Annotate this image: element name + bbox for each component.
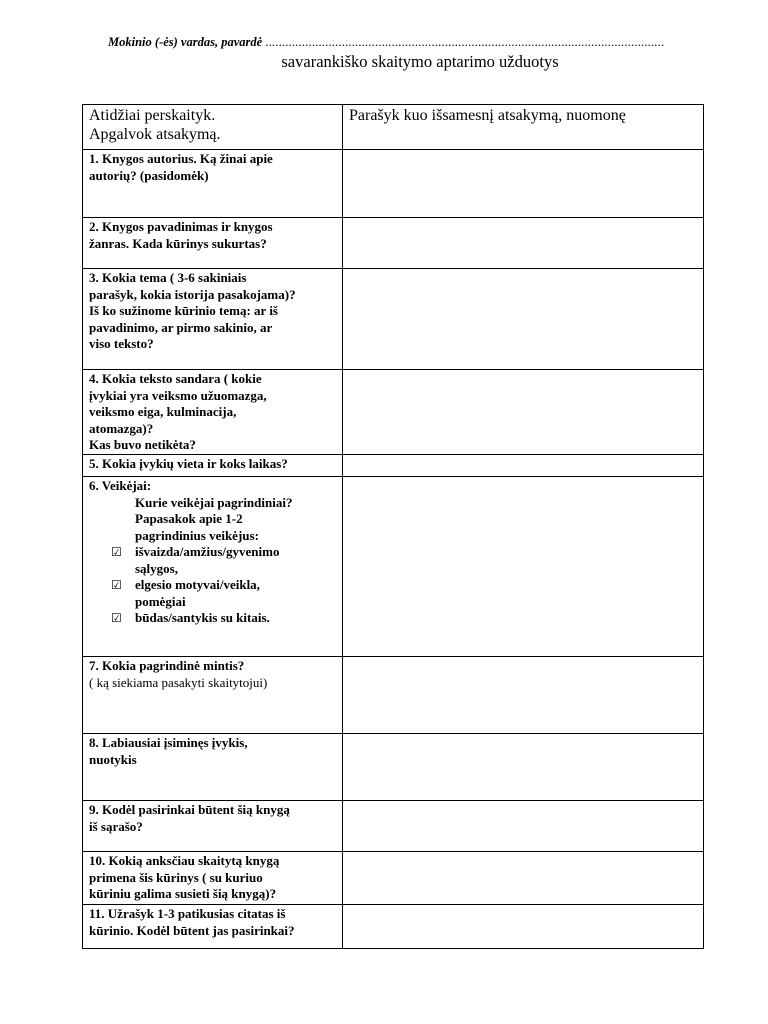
answer-cell[interactable]	[343, 370, 704, 455]
table-row	[83, 269, 704, 370]
student-name-line	[108, 35, 664, 50]
question-text: 7. Kokia pagrindinė mintis?	[89, 658, 245, 673]
column-header-answer: Parašyk kuo išsamesnį atsakymą, nuomonę	[343, 105, 704, 150]
question-text: 6. Veikėjai:	[89, 478, 152, 493]
question-subtext: Kurie veikėjai pagrindiniai? Papasakok apie 1-2 pagrindinius veikėjus:	[135, 494, 293, 543]
table-row	[83, 657, 704, 734]
answer-cell[interactable]	[343, 657, 704, 734]
answer-cell[interactable]	[343, 218, 704, 269]
answer-cell[interactable]	[343, 905, 704, 949]
page-title: savarankiško skaitymo aptarimo užduotys	[281, 52, 559, 71]
question-text: 11. Užrašyk 1-3 patikusias citatas iš kūrinio. Kodėl būtent jas pasirinkai?	[89, 906, 295, 938]
answer-cell[interactable]	[343, 455, 704, 477]
checkbox-checked-icon: ☑	[111, 578, 122, 592]
checklist-item	[89, 577, 336, 610]
checkbox-checked-icon: ☑	[111, 545, 122, 559]
answer-cell[interactable]	[343, 269, 704, 370]
question-text: 2. Knygos pavadinimas ir knygos žanras. Kada kūrinys sukurtas?	[89, 219, 273, 251]
table-row	[83, 801, 704, 852]
checklist-item	[89, 610, 336, 627]
answer-cell[interactable]	[343, 734, 704, 801]
column-header-instructions: Atidžiai perskaityk. Apgalvok atsakymą.	[83, 105, 343, 150]
question-text: 10. Kokią anksčiau skaitytą knygą primena šis kūrinys ( su kuriuo kūriniu galima susieti šią knygą)?	[89, 853, 280, 901]
table-row	[83, 477, 704, 657]
question-text: 3. Kokia tema ( 3-6 sakiniais parašyk, kokia istorija pasakojama)? Iš ko sužinome kūrinio temą: ar iš pavadinimo, ar pirmo sakinio, ar viso teksto?	[89, 270, 296, 351]
table-row	[83, 218, 704, 269]
checklist-text: išvaizda/amžius/gyvenimo sąlygos,	[135, 544, 280, 576]
question-note: ( ką siekiama pasakyti skaitytojui)	[89, 674, 268, 690]
question-text: 8. Labiausiai įsiminęs įvykis, nuotykis	[89, 735, 248, 767]
answer-cell[interactable]	[343, 477, 704, 657]
answer-cell[interactable]	[343, 852, 704, 905]
question-text: 9. Kodėl pasirinkai būtent šią knygą iš sąrašo?	[89, 802, 290, 834]
question-text: 4. Kokia teksto sandara ( kokie įvykiai yra veiksmo užuomazga, veiksmo eiga, kulminacija, atomazga)? Kas buvo netikėta?	[89, 371, 267, 452]
worksheet-table	[82, 104, 704, 949]
table-row	[83, 455, 704, 477]
question-text: 1. Knygos autorius. Ką žinai apie autorių? (pasidomėk)	[89, 151, 273, 183]
checklist-text: būdas/santykis su kitais.	[135, 610, 270, 625]
table-row	[83, 905, 704, 949]
checklist-item	[89, 544, 336, 577]
table-header-row	[83, 105, 704, 150]
table-row	[83, 150, 704, 218]
checkbox-checked-icon: ☑	[111, 611, 122, 625]
table-row	[83, 370, 704, 455]
checklist-text: elgesio motyvai/veikla, pomėgiai	[135, 577, 260, 609]
answer-cell[interactable]	[343, 801, 704, 852]
student-name-label: Mokinio (-ės) vardas, pavardė	[108, 35, 263, 49]
table-row	[83, 734, 704, 801]
question-text: 5. Kokia įvykių vieta ir koks laikas?	[89, 456, 288, 471]
student-name-field[interactable]: ........................................................................................................................	[265, 35, 665, 49]
answer-cell[interactable]	[343, 150, 704, 218]
table-row	[83, 852, 704, 905]
